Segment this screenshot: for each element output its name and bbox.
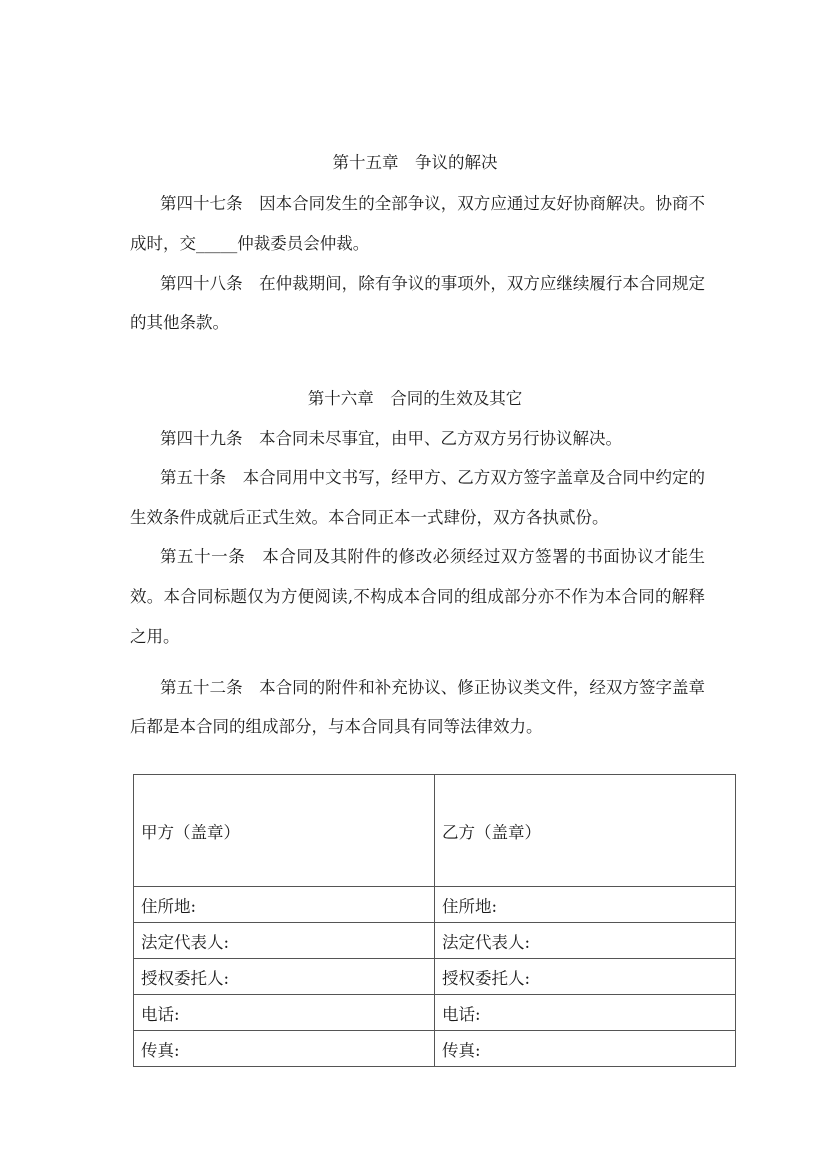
article-50-line-1: 第五十条 本合同用中文书写，经甲方、乙方双方签字盖章及合同中约定的 (160, 468, 705, 487)
party-b-agent: 授权委托人: (435, 959, 736, 995)
party-b-phone: 电话: (435, 995, 736, 1031)
party-b-address: 住所地: (435, 887, 736, 923)
article-51-line-1: 第五十一条 本合同及其附件的修改必须经过双方签署的书面协议才能生 (160, 547, 705, 566)
party-b-legal-rep: 法定代表人: (435, 923, 736, 959)
party-a-legal-rep: 法定代表人: (134, 923, 435, 959)
article-47-line-1: 第四十七条 因本合同发生的全部争议，双方应通过友好协商解决。协商不 (160, 194, 705, 213)
party-a-agent: 授权委托人: (134, 959, 435, 995)
article-48-line-1: 第四十八条 在仲裁期间，除有争议的事项外，双方应继续履行本合同规定 (160, 274, 705, 293)
chapter-15-title: 第十五章 争议的解决 (332, 153, 498, 172)
signature-table (133, 774, 736, 1067)
article-47-line-2: 成时，交_____仲裁委员会仲裁。 (130, 234, 370, 253)
party-a-fax: 传真: (134, 1031, 435, 1067)
party-b-fax: 传真: (435, 1031, 736, 1067)
party-a-seal: 甲方（盖章） (134, 775, 435, 887)
chapter-16-title: 第十六章 合同的生效及其它 (307, 389, 523, 408)
article-52-line-2: 后都是本合同的组成部分，与本合同具有同等法律效力。 (130, 717, 543, 736)
article-51-line-3: 之用。 (130, 627, 180, 646)
article-50-line-2: 生效条件成就后正式生效。本合同正本一式肆份，双方各执贰份。 (130, 508, 609, 527)
article-51-line-2: 效。本合同标题仅为方便阅读,不构成本合同的组成部分亦不作为本合同的解释 (130, 587, 705, 606)
party-b-seal: 乙方（盖章） (435, 775, 736, 887)
party-a-phone: 电话: (134, 995, 435, 1031)
article-52-line-1: 第五十二条 本合同的附件和补充协议、修正协议类文件，经双方签字盖章 (160, 678, 705, 697)
article-48-line-2: 的其他条款。 (130, 313, 229, 332)
article-49-line-1: 第四十九条 本合同未尽事宜，由甲、乙方双方另行协议解决。 (160, 429, 622, 448)
party-a-address: 住所地: (134, 887, 435, 923)
